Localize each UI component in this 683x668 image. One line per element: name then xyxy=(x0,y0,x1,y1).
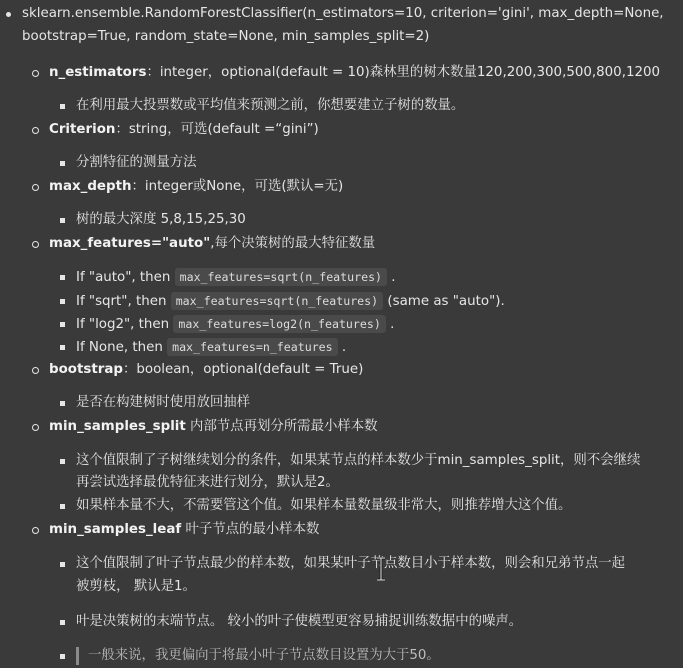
param-name: bootstrap xyxy=(49,362,123,377)
header-line-1: sklearn.ensemble.RandomForestClassifier(n_estimators=10, criterion='gini', max_depth=None, xyxy=(22,6,664,21)
bullet-square xyxy=(60,299,65,304)
bullet-square xyxy=(60,345,65,350)
option-text: If "sqrt", then xyxy=(76,294,171,309)
param-sub-text: 分割特征的测量方法 xyxy=(76,155,197,170)
param-sub-text: 叶是决策树的末端节点。 较小的叶子使模型更容易捕捉训练数据中的噪声。 xyxy=(76,614,523,629)
bullet-square xyxy=(60,459,65,464)
param-sub-text: 树的最大深度 5,8,15,25,30 xyxy=(76,212,246,227)
bullet-square xyxy=(60,620,65,625)
param-desc: ：integer或None，可选(默认=无) xyxy=(131,179,344,194)
bullet-square xyxy=(60,401,65,406)
param-name: min_samples_split xyxy=(49,419,186,434)
param-name: Criterion xyxy=(49,122,116,137)
blockquote-bar xyxy=(76,647,79,665)
option-code: max_features=log2(n_features) xyxy=(173,315,385,333)
param-sub-text: 在利用最大投票数或平均值来预测之前，你想要建立子树的数量。 xyxy=(76,98,465,113)
option-text: If "auto", then xyxy=(76,270,175,285)
param-sub-text: 是否在构建树时使用放回抽样 xyxy=(76,395,251,410)
option-suffix: . xyxy=(391,270,396,285)
bullet-square xyxy=(60,504,65,509)
param-sub-text: 如果样本量不大，不需要管这个值。如果样本量数量级非常大，则推荐增大这个值。 xyxy=(76,498,572,513)
param-name: max_depth xyxy=(49,179,132,194)
option-suffix: . xyxy=(390,317,395,332)
bullet-square xyxy=(60,654,65,659)
bullet-square xyxy=(60,562,65,567)
option-suffix: (same as "auto"). xyxy=(387,294,505,309)
param-desc: ：string，可选(default =“gini”) xyxy=(115,122,319,137)
bullet-circle xyxy=(32,527,39,534)
param-desc: 内部节点再划分所需最小样本数 xyxy=(185,419,378,434)
param-desc: ,每个决策树的最大特征数量 xyxy=(210,236,376,251)
param-desc: ：integer，optional(default = 10)森林里的树木数量120,200,300,500,800,1200 xyxy=(146,65,661,80)
param-name: max_features="auto" xyxy=(49,236,211,251)
bullet-circle xyxy=(32,367,39,374)
option-text: If None, then xyxy=(76,340,168,355)
param-sub-text: 这个值限制了子树继续划分的条件，如果某节点的样本数少于min_samples_split，则不会继续 xyxy=(76,453,641,468)
bullet-circle xyxy=(32,184,39,191)
option-code: max_features=n_features xyxy=(167,338,338,356)
param-sub-text: 被剪枝， 默认是1。 xyxy=(76,579,196,594)
bullet-square xyxy=(60,275,65,280)
param-name: n_estimators xyxy=(49,65,147,80)
bullet-square xyxy=(60,218,65,223)
param-sub-text: 这个值限制了叶子节点最少的样本数，如果某叶子节点数目小于样本数，则会和兄弟节点一起 xyxy=(76,556,626,571)
param-name: min_samples_leaf xyxy=(49,522,182,537)
text-cursor-icon xyxy=(374,557,388,581)
param-desc: ：boolean，optional(default = True) xyxy=(122,362,364,377)
bullet-square xyxy=(60,161,65,166)
bullet-square xyxy=(60,322,65,327)
bullet-circle xyxy=(32,70,39,77)
bullet-circle xyxy=(32,127,39,134)
option-code: max_features=sqrt(n_features) xyxy=(171,292,383,310)
option-text: If "log2", then xyxy=(76,317,174,332)
param-desc: 叶子节点的最小样本数 xyxy=(181,522,320,537)
param-sub-text: 再尝试选择最优特征来进行划分，默认是2。 xyxy=(76,475,339,490)
bullet-circle xyxy=(32,241,39,248)
bullet-disc xyxy=(6,12,11,17)
header-line-2: bootstrap=True, random_state=None, min_samples_split=2) xyxy=(22,29,430,44)
bullet-square xyxy=(60,104,65,109)
bullet-circle xyxy=(32,424,39,431)
option-code: max_features=sqrt(n_features) xyxy=(175,268,387,286)
blockquote-text: 一般来说，我更偏向于将最小叶子节点数目设置为大于50。 xyxy=(88,648,440,663)
option-suffix: . xyxy=(341,340,347,355)
